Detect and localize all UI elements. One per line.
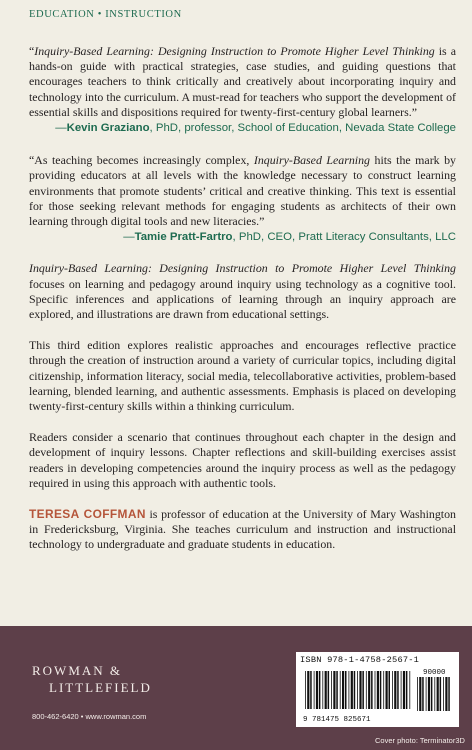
publisher-logo: [32, 662, 152, 696]
ean-bars: [305, 671, 410, 709]
endorsement-1: [29, 44, 456, 136]
book-title-short: Inquiry-Based Learning: [253, 153, 370, 168]
book-title: Inquiry-Based Learning: Designing Instruction to Promote Higher Level Thinking: [34, 44, 435, 58]
description-paragraph-3: Readers consider a scenario that continues throughout each chapter in the design and development of inquiry lessons. Chapter reflections and skill-building exercises assist readers in developing competencies around the inquiry process as well as the pedagogy required in using this approach with authentic tools.: [29, 430, 456, 490]
attribution-dash: —: [123, 231, 135, 244]
attribution-dash: —: [55, 122, 67, 135]
endorsement-1-attribution: [29, 121, 456, 136]
endorser-name: Tamie Pratt-Fartro: [134, 231, 233, 244]
endorser-affiliation: , PhD, CEO, Pratt Literacy Consultants, LLC: [232, 231, 456, 244]
author-bio: [29, 507, 456, 553]
addon-bars: [417, 677, 450, 711]
endorser-name: Kevin Graziano: [66, 122, 150, 135]
book-title: Inquiry-Based Learning: Designing Instruction to Promote Higher Level Thinking: [29, 261, 456, 276]
barcode-bars: [300, 667, 455, 723]
isbn-number: ISBN 978-1-4758-2567-1: [300, 655, 420, 665]
category-label: EDUCATION • INSTRUCTION: [29, 9, 182, 20]
barcode: [296, 652, 459, 727]
description-paragraph-2: This third edition explores realistic approaches and encourages reflective practice through the creation of instruction around a variety of curricular topics, including digital citizenship, information literacy, social media, telecollaborative activities, problem-based learning, blended learning, and authentic assessments. Emphasis is placed on developing twenty-first-century skills within a thinking curriculum.: [29, 338, 456, 414]
publisher-line-2: LITTLEFIELD: [49, 680, 152, 695]
cover-text: [29, 44, 456, 553]
endorsement-2-text: [29, 153, 456, 229]
endorsement-2-attribution: [29, 230, 456, 245]
endorsement-2-body: hits the mark by providing educators at all levels with the knowledge necessary to construct learning environments that promote students’ critical and creative thinking. This text is essential for those seeking relevant methods for engaging students as architects of their own learning through digital tools and new literacies.”: [29, 153, 457, 229]
isbn-label: [300, 655, 455, 665]
endorsement-1-text: [29, 44, 456, 120]
description-paragraph-1: [29, 261, 456, 322]
price-code: 90000: [423, 669, 446, 677]
publisher-contact: 800-462-6420 • www.rowman.com: [32, 712, 147, 721]
endorsement-2: [29, 153, 456, 245]
description-1-body: focuses on learning and pedagogy around inquiry using technology as a cognitive tool. Specific inferences and applications of learning through an inquiry approach are explored, and illustrations are drawn from educational settings.: [29, 276, 456, 322]
endorser-affiliation: , PhD, professor, School of Education, Nevada State College: [149, 122, 456, 135]
publisher-line-1: ROWMAN &: [32, 663, 123, 678]
barcode-digits: 9 781475 825671: [303, 716, 371, 723]
author-bio-text: is professor of education at the University of Mary Washington in Fredericksburg, Virginia. She teaches curriculum and instruction and instructional technology to undergraduate and graduate students in education.: [29, 507, 456, 552]
author-name: TERESA COFFMAN: [29, 507, 146, 522]
endorsement-1-body: is a hands-on guide with practical strategies, case studies, and guiding questions that encourages teachers to think critically and creatively about incorporating inquiry and technology into the curriculum. A must-read for teachers who support the development of essential skills and dispositions required for twenty-first-century global learners.”: [29, 44, 457, 119]
endorsement-2-lead: “As teaching becomes increasingly complex,: [29, 153, 254, 168]
open-quote: “: [29, 44, 35, 58]
photo-credit: Cover photo: Terminator3D: [375, 736, 465, 745]
